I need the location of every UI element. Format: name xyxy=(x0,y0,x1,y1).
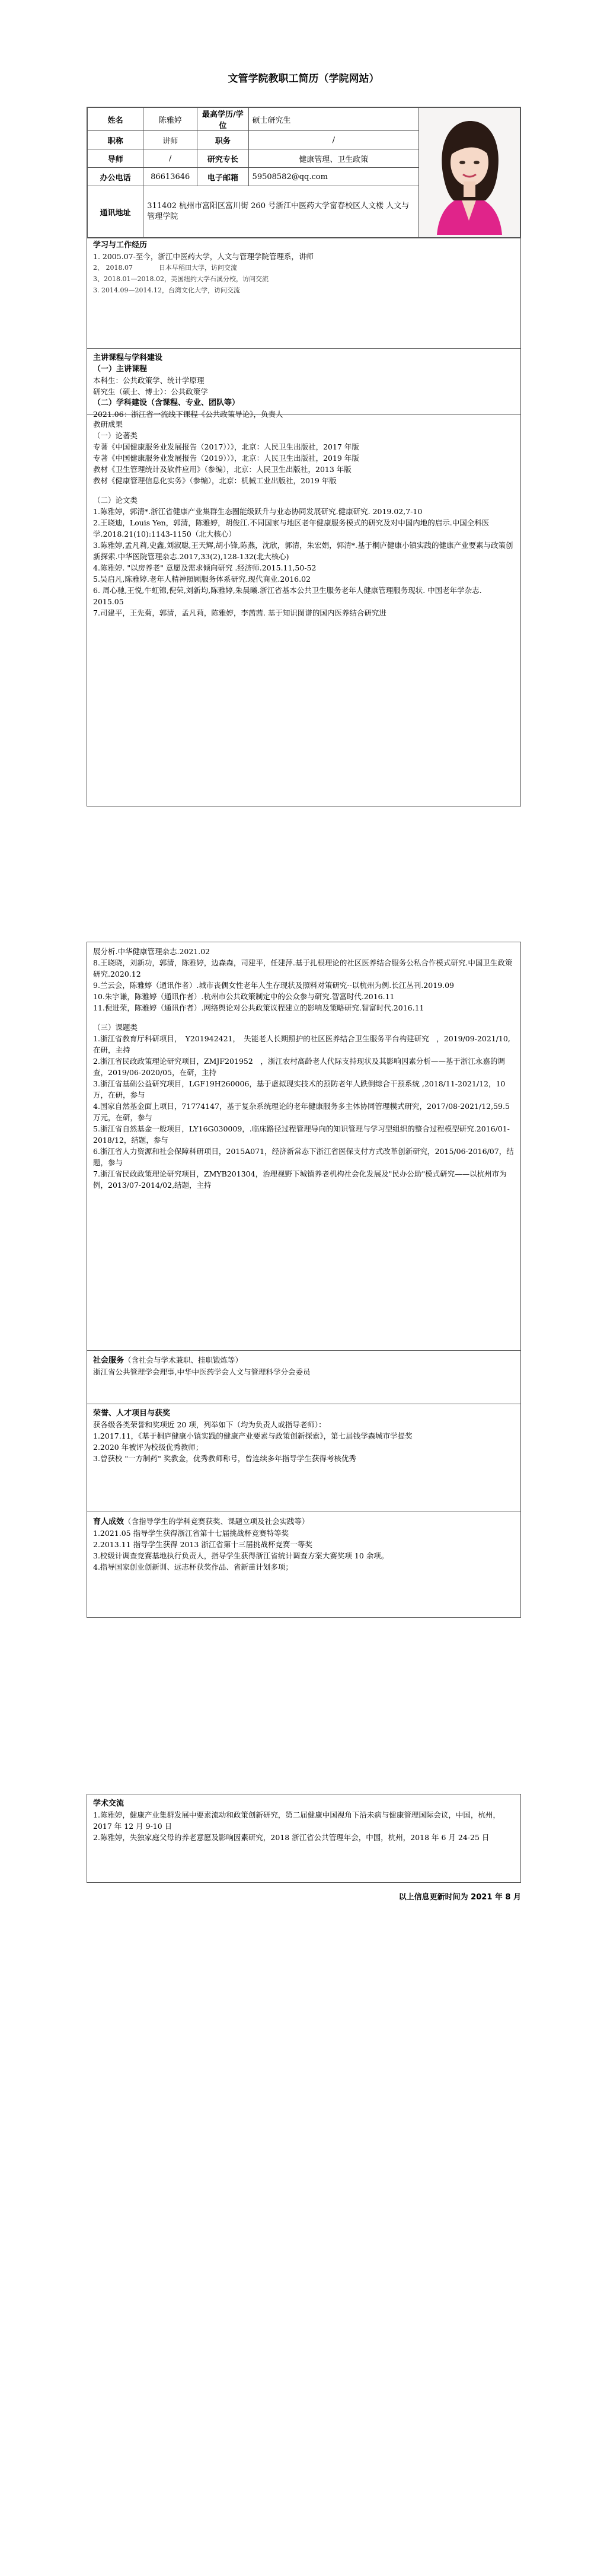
exchange-item: 2.陈雅婷，失独家庭父母的养老意愿及影响因素研究，2018 浙江省公共管理年会，中国，杭州，2018 年 6 月 24-25 日 xyxy=(93,1833,490,1842)
honor-item: 获各级各类荣誉和奖项近 20 项，列举如下（均为负责人或指导老师）： xyxy=(93,1420,326,1429)
courses-subheading: （一）主讲课程 xyxy=(93,365,148,374)
paper-item-tail: 展分析.中华健康管理杂志.2021.02 xyxy=(93,947,210,956)
service-heading: 社会服务 xyxy=(93,1356,124,1365)
degree-label: 最高学历/学位 xyxy=(197,108,248,131)
education-item: 1.2021.05 指导学生获得浙江省第十七届挑战杯竞赛特等奖 xyxy=(93,1529,289,1538)
courses-heading: 主讲课程与学科建设 xyxy=(93,353,163,362)
books-subheading: （一）论著类 xyxy=(93,431,138,440)
experience-item: 3、2018.01—2018.02，美国纽约大学石溪分校，访问交流 xyxy=(93,275,269,283)
paper-item: 2.王晓迪，Louis Yen，郭清，陈雅婷，胡俊江.不同国家与地区老年健康服务模式的研究及对中国内地的启示.中国全科医学.2018.21(10):1143-1150（北大核心） xyxy=(93,518,490,538)
education-item: 3.校级计调查竞赛基地执行负责人，指导学生获得浙江省统计调查方案大赛奖项 10 余项。 xyxy=(93,1551,389,1560)
exchange-section xyxy=(87,1794,521,1883)
research-heading: 教研成果 xyxy=(93,420,123,429)
exchange-heading: 学术交流 xyxy=(93,1799,124,1808)
paper-item: 4.陈雅婷. "以房养老" 意愿及需求倾向研究 .经济师.2015.11,50-52 xyxy=(93,563,317,572)
phone-label: 办公电话 xyxy=(88,168,143,186)
papers-subheading: （二）论文类 xyxy=(93,496,138,505)
education-item: 4.指导国家创业创新训、远志杯获奖作品、省新苗计划多项； xyxy=(93,1563,293,1571)
project-item: 4.国家自然基金面上项目，71774147，基于复杂系统理论的老年健康服务多主体协同管理模式研究，2017/08-2021/12,59.5 万元，在研，参与 xyxy=(93,1102,510,1122)
honors-section xyxy=(87,1404,521,1512)
supervisor-value: / xyxy=(143,149,197,168)
education-heading-note: （含指导学生的学科竞赛获奖、课题立项及社会实践等） xyxy=(124,1517,309,1526)
book-item: 教材《卫生管理统计及软件应用》（参编），北京：人民卫生出版社，2013 年版 xyxy=(93,465,352,474)
project-item: 3.浙江省基础公益研究项目，LGF19H260006，基于虚拟现实技术的预防老年人跌倒综合干预系统 ,2018/11-2021/12，10 万，在研，参与 xyxy=(93,1079,506,1099)
portrait-image xyxy=(419,108,519,235)
education-section xyxy=(87,1512,521,1618)
paper-item: 9.兰云会，陈雅婷（通讯作者）.城市丧偶女性老年人生存现状及照料对策研究--以杭州为例.长江丛刊.2019.09 xyxy=(93,981,454,990)
title-value: 讲师 xyxy=(143,131,197,149)
supervisor-label: 导师 xyxy=(88,149,143,168)
book-item: 专著《中国健康服务业发展报告（2017））》，北京：人民卫生出版社，2017 年版 xyxy=(93,442,359,451)
book-item: 专著《中国健康服务业发展报告（2019））》，北京：人民卫生出版社，2019 年版 xyxy=(93,454,359,463)
project-item: 6.浙江省人力资源和社会保障科研项目，2015A071，经济新常态下浙江省医保支付方式改革创新研究，2015/06-2016/07，结题，参与 xyxy=(93,1147,514,1167)
name-value: 陈雅婷 xyxy=(143,108,197,131)
title-label: 职称 xyxy=(88,131,143,149)
projects-subheading: （三）课题类 xyxy=(93,1023,138,1032)
service-heading-note: （含社会与学术兼职、挂职锻炼等） xyxy=(124,1356,243,1364)
address-label: 通讯地址 xyxy=(88,186,143,238)
address-value: 311402 杭州市富阳区富川街 260 号浙江中医药大学富春校区人文楼 人文与管理学院 xyxy=(143,186,419,238)
name-label: 姓名 xyxy=(88,108,143,131)
education-heading: 育人成效 xyxy=(93,1517,124,1526)
paper-item: 10.朱宇谦，陈雅婷（通讯作者）.杭州市公共政策制定中的公众参与研究.智富时代.2016.11 xyxy=(93,992,395,1001)
experience-item: 3. 2014.09—2014.12，台湾文化大学，访问交流 xyxy=(93,286,240,294)
paper-item: 3.陈雅婷,孟凡莉,史鑫,刘淑聪,王天辉,胡小锋,陈燕，沈欣，郭清，朱宏娟，郭清*.基于桐庐健康小镇实践的健康产业要素与政策创新探索.中华医院管理杂志.2017,33(2),128-132(北大核心) xyxy=(93,541,513,561)
page-title: 文管学院教职工简历（学院网站） xyxy=(228,73,379,85)
email-value: 59508582@qq.com xyxy=(248,168,418,186)
experience-heading: 学习与工作经历 xyxy=(93,241,148,250)
honor-item: 2.2020 年被评为校级优秀教师； xyxy=(93,1443,203,1452)
discipline-line: 2021.06：浙江省一流线下课程《公共政策导论》，负责人 xyxy=(93,410,283,419)
service-line: 浙江省公共管理学会理事,中华中医药学会人文与管理科学分会委员 xyxy=(93,1367,311,1376)
experience-item: 1. 2005.07-至今，浙江中医药大学，人文与管理学院管理系，讲师 xyxy=(93,252,314,261)
paper-item: 8.王晓晓，刘新功，郭清，陈雅婷，边森森，司建平，任建萍.基于扎根理论的社区医养结合服务公私合作模式研究.中国卫生政策研究.2020.12 xyxy=(93,958,513,978)
paper-item: 7.司建平，王先菊，郭清，孟凡莉，陈雅婷，李茜茜. 基于知识图谱的国内医养结合研究进 xyxy=(93,608,386,617)
course-line: 研究生（硕士、博士）：公共政策学 xyxy=(93,387,208,396)
honors-heading: 荣誉、人才项目与获奖 xyxy=(93,1409,171,1418)
project-item: 5.浙江省自然基金一般项目，LY16G030009，.临床路径过程管理导向的知识管理与学习型组织的整合过程模型研究.2016/01-2018/12，结题，参与 xyxy=(93,1124,510,1144)
research-section xyxy=(87,415,521,806)
honor-item: 3.曾获校 "一方制药" 奖教金，优秀教师称号，曾连续多年指导学生获得考核优秀 xyxy=(93,1454,356,1463)
paper-item: 1.陈雅婷，郭清*.浙江省健康产业集群生态圈能级跃升与业态协同发展研究.健康研究. 2019.02,7-10 xyxy=(93,507,423,516)
email-label: 电子邮箱 xyxy=(197,168,248,186)
honor-item: 1.2017.11，《基于桐庐健康小镇实践的健康产业要素与政策创新探索》，第七届钱学森城市学提奖 xyxy=(93,1432,413,1440)
degree-value: 硕士研究生 xyxy=(248,108,418,131)
profile-table xyxy=(87,107,521,238)
book-item: 教材《健康管理信息化实务》（参编），北京：机械工业出版社，2019 年版 xyxy=(93,476,337,485)
service-section xyxy=(87,1351,521,1404)
experience-item: 2、 2018.07 日本早稻田大学，访问交流 xyxy=(93,264,237,272)
project-item: 2.浙江省民政政策理论研究项目，ZMJF201952 ，浙江农村高龄老人代际支持现状及其影响因素分析——基于浙江永嘉的调查，2019/06-2020/05，在研，主持 xyxy=(93,1057,505,1077)
courses-section xyxy=(87,349,521,419)
research-continued-section xyxy=(87,942,521,1351)
project-item: 7.浙江省民政政策理论研究项目，ZMYB201304，治理视野下城镇养老机构社会化发展及"民办公助"模式研究——以杭州市为例，2013/07-2014/02,结题，主持 xyxy=(93,1169,507,1190)
research-label: 研究专长 xyxy=(197,149,248,168)
position-value: / xyxy=(248,131,418,149)
course-line: 本科生：公共政策学、统计学原理 xyxy=(93,376,205,385)
education-item: 2.2013.11 指导学生获得 2013 浙江省第十三届挑战杯竞赛一等奖 xyxy=(93,1540,312,1549)
experience-section xyxy=(87,236,521,349)
phone-value: 86613646 xyxy=(143,168,197,186)
update-note: 以上信息更新时间为 2021 年 8 月 xyxy=(398,1893,521,1902)
position-label: 职务 xyxy=(197,131,248,149)
paper-item: 11.倪进荣，陈雅婷（通讯作者）.网络舆论对公共政策议程建立的影响及策略研究.智富时代.2016.11 xyxy=(93,1003,424,1012)
profile-photo xyxy=(418,108,520,238)
discipline-subheading: （二）学科建设（含课程、专业、团队等） xyxy=(93,398,240,407)
research-value: 健康管理、卫生政策 xyxy=(248,149,418,168)
exchange-item: 1.陈雅婷，健康产业集群发展中要素流动和政策创新研究，第二届健康中国视角下沿未病与健康管理国际会议，中国，杭州，2017 年 12 月 9-10 日 xyxy=(93,1810,500,1831)
paper-item: 6. 周心驰,王悦,牛虹锦,倪荣,刘新均,陈雅婷,朱晨曦.浙江省基本公共卫生服务老年人健康管理服务现状. 中国老年学杂志. 2015.05 xyxy=(93,586,482,606)
project-item: 1.浙江省教育厅科研项目， Y201942421， 失能老人长期照护的社区医养结合卫生服务平台构建研究 ，2019/09-2021/10,在研，主持 xyxy=(93,1034,510,1054)
paper-item: 5.吴启凡,陈雅婷.老年人精神照顾服务体系研究.现代商业.2016.02 xyxy=(93,575,311,584)
